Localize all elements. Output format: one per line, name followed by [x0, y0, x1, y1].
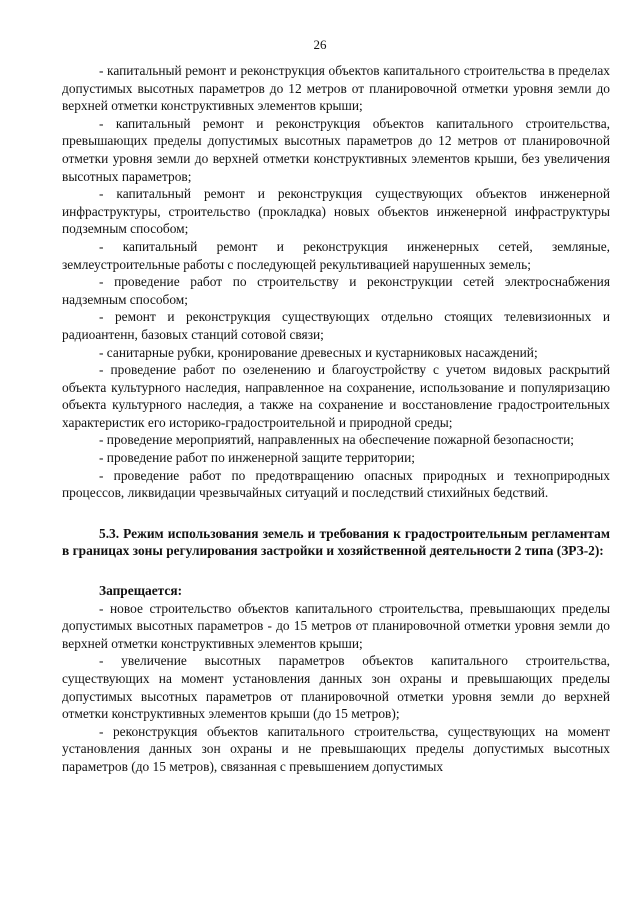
list-item: - реконструкция объектов капитального строительства, существующих на момент установления данных зон охраны и не превышающих пределы допустимых высотных параметров (до 15 метров), связанная с превышением допустимых: [62, 723, 610, 774]
list-item: - проведение мероприятий, направленных на обеспечение пожарной безопасности;: [99, 432, 574, 448]
list-item: - санитарные рубки, кронирование древесных и кустарниковых насаждений;: [99, 344, 538, 360]
list-item: - проведение работ по строительству и реконструкции сетей электроснабжения надземным способом;: [62, 274, 610, 307]
list-item: - проведение работ по предотвращению опасных природных и техноприродных процессов, ликвидации чрезвычайных ситуаций и последствий стихийных бедствий.: [62, 467, 610, 501]
list-item: - капитальный ремонт и реконструкция существующих объектов инженерной инфраструктуры, строительство (прокладка) новых объектов инженерной инфраструктуры подземным способом;: [62, 186, 610, 237]
list-item: - проведение работ по инженерной защите территории;: [99, 450, 415, 466]
document-body: [62, 62, 610, 776]
list-item: - новое строительство объектов капитального строительства, превышающих пределы допустимых высотных параметров - до 15 метров от планировочной отметки уровня земли до верхней отметки конструктивных элементов крыши;: [62, 600, 610, 651]
page-number: 26: [313, 37, 327, 52]
list-item: - капитальный ремонт и реконструкция объектов капитального строительства, превышающих пределы допустимых высотных параметров до 12 метров от планировочной отметки уровня земли до верхней отметки конструктивных элементов крыши, без увеличения высотных параметров;: [62, 115, 610, 184]
section-heading: 5.3. Режим использования земель и требования к градостроительным регламентам в границах зоны регулирования застройки и хозяйственной деятельности 2 типа (ЗРЗ-2):: [62, 525, 610, 559]
list-item: - капитальный ремонт и реконструкция объектов капитального строительства в пределах допустимых высотных параметров до 12 метров от планировочной отметки уровня земли до верхней отметки конструктивных элементов крыши;: [62, 63, 610, 114]
list-item: - ремонт и реконструкция существующих отдельно стоящих телевизионных и радиоантенн, базовых станций сотовой связи;: [62, 309, 610, 342]
list-item: - капитальный ремонт и реконструкция инженерных сетей, земляные, землеустроительные работы с последующей рекультивацией нарушенных земель;: [62, 238, 610, 272]
list-item: - увеличение высотных параметров объектов капитального строительства, существующих на момент установления данных зон охраны и превышающих пределы допустимых высотных параметров от планировочной отметки уровня земли до верхней отметки конструктивных элементов крыши (до 15 метров);: [62, 653, 610, 722]
prohibited-heading: Запрещается:: [99, 583, 183, 599]
list-item: - проведение работ по озеленению и благоустройству с учетом видовых раскрытий объекта культурного наследия, направленное на сохранение, использование и популяризацию объекта культурного наследия, а также на сохранение и восстановление градостроительных характеристик его историко-градостроительной и природной среды;: [62, 362, 610, 430]
